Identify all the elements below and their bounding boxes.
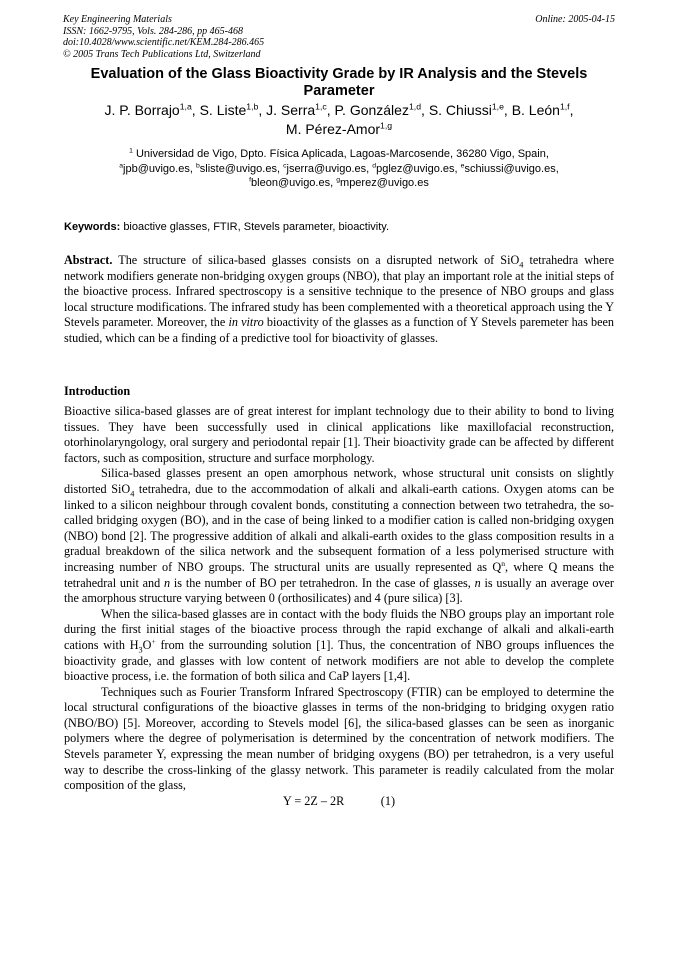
author-sup: 1,b [246,101,259,112]
intro-paragraph-2 [64,466,614,606]
affiliation-block: $^1$ Universidad de Vigo, Dpto. Física Aplicada, Lagoas-Marcosende, 36280 Vigo, Spain, $^a$jpb@uvigo.es, $^b$sliste@uvigo.es, $^c$jserra@uvigo.es, $^d$pglez@uvigo.es, $^e$schiussi@uvigo.es, $^f$bleon@uvigo.es, $^g$mperez@uvigo.es [119,147,559,189]
section-heading-introduction: Introduction [64,384,131,398]
abstract-italic: in vitro [228,315,264,330]
abstract-text: tetrahedra where network modifiers generate non-bridging oxygen groups (NBO), that play an important role at the initial steps of the bioactive process. Infrared spectroscopy is a sensitive technique to the presence of NBO groups and glass local structure modifications. The infrared study has been complemented with a theoretical approach using the Y Stevels parameter. Moreover, the [64,253,615,330]
author-name: S. Chiussi [428,102,492,118]
author-name: S. Liste [199,102,247,118]
author-sup: 1,d [408,101,422,112]
author-sup: 1,g [380,119,393,130]
email-sup: b [195,161,200,169]
email-link[interactable]: mperez@uvigo.es [340,177,429,189]
equation-text: Y = 2Z – 2R [282,793,345,808]
affiliation-text: Universidad de Vigo, Dpto. Física Aplicada, Lagoas-Marcosende, 36280 Vigo, Spain, [135,148,549,160]
author-sup: 1,a [179,101,192,112]
abstract-label: Abstract. [64,253,113,267]
online-date: Online: 2005-04-15 [535,14,615,25]
email-link[interactable]: schiussi@uvigo.es [464,162,556,175]
email-link[interactable]: sliste@uvigo.es [199,162,277,175]
abstract-text: bioactivity of the glasses as a function of Y Stevels paremeter has been studied, which can be a finding of a predictive tool for bioactivity of glasses. [64,315,615,345]
subscript: 4 [519,260,524,270]
author-sup: 1,e [491,101,504,112]
journal-name: Key Engineering Materials [63,14,172,25]
keywords-label: Keywords: [64,221,121,233]
italic-n: n [474,575,481,590]
email-link[interactable]: jpb@uvigo.es [123,162,190,175]
paper-title: Evaluation of the Glass Bioactivity Grade by IR Analysis and the Stevels Parameter [90,66,588,99]
paragraph-text: tetrahedra, due to the accommodation of alkali and alkali-earth cations. Oxygen atoms can be linked to a silicon neighbour through covalent bonds, constituting a connection between two tetrahedra, the so-called bridging oxygen (BO), and in the case of being linked to a modifier cation is called non-bridging oxygen (NBO) bond [2]. The progressive addition of alkali and alkali-earth oxides to the glass composition results in a gradual breakdown of the silica network and the subsequent formation of a less polymerised structure with increasing number of NBO groups. The structural units are usually represented as Q [64,481,614,574]
author-sup: 1,c [315,101,327,112]
author-list: J. P. Borrajo$^{1,a}$, S. Liste$^{1,b}$, J. Serra$^{1,c}$, P. González$^{1,d}$, S. Chiussi$^{1,e}$, B. León$^{1,f}$, M. Pérez-Amor$^{1,g}$ [104,101,574,137]
copyright-line: © 2005 Trans Tech Publications Ltd, Switzerland [63,48,261,60]
intro-paragraph-1: Bioactive silica-based glasses are of great interest for implant technology due to their ability to bond to living tissues. They have been successfully used in clinical applications like maxillofacial reconstruction, otorhinolaryngology, oral surgery and periodontal repair [1]. Their bioactivity grade can be affected by different factors, such as composition, structure and surface morphology. [64,404,614,465]
italic-n: n [164,575,171,590]
email-link[interactable]: bleon@uvigo.es [251,177,331,189]
paragraph-text: When the silica-based glasses are in contact with the body fluids the NBO groups play an important role during the first initial stages of the bioactive process through the rapid exchange of alkali and alkali-earth cations with H [64,606,614,652]
subscript: 4 [130,489,135,499]
author-name: B. León [511,102,560,118]
affiliation-sup: 1 [129,147,133,155]
author-name: J. Serra [266,102,316,118]
equation-1 [64,794,614,810]
author-name: P. González [334,102,409,118]
equation-number: (1) [380,793,396,808]
doi-line: doi:10.4028/www.scientific.net/KEM.284-286.465 [63,37,265,48]
author-name: M. Pérez-Amor [285,120,381,137]
keywords-line [64,221,614,233]
email-sup: c [283,161,287,169]
author-name: J. P. Borrajo [104,102,180,118]
abstract-text: The structure of silica-based glasses consists on a disrupted network of SiO [118,253,520,267]
intro-paragraph-3 [64,607,614,685]
introduction-body [64,404,614,809]
paragraph-text: is the number of BO per tetrahedron. In the case of glasses, [170,575,475,590]
email-sup: g [336,176,341,184]
email-sup: d [372,161,377,169]
journal-header [63,14,615,60]
paragraph-text: O [142,637,152,652]
superscript: n [501,558,505,568]
subscript: 3 [138,645,143,655]
abstract-paragraph [64,253,614,347]
intro-paragraph-4: Techniques such as Fourier Transform Infrared Spectroscopy (FTIR) can be employed to determine the local structural configurations of the bioactive glasses in terms of the non-bridging to bridging oxygen ratio (NBO/BO) [5]. Moreover, according to Stevels model [6], the silica-based glasses can be seen as inorganic polymers where the degree of polymerisation is determined by the concentration of network modifiers. The Stevels parameter Y, expressing the mean number of bridging oxygens (BO) per tetrahedron, is a very useful way to describe the cross-linking of the glassy network. This parameter is readily calculated from the molar composition of the glass, [64,684,614,793]
paragraph-text: Silica-based glasses present an open amorphous network, whose structural unit consists on slightly distorted SiO [64,466,614,496]
email-sup: f [249,176,252,184]
keywords-text: bioactive glasses, FTIR, Stevels parameter, bioactivity. [123,221,390,233]
email-sup: a [119,161,124,169]
author-sup: 1,f [559,101,570,112]
superscript: + [151,636,156,646]
email-link[interactable]: jserra@uvigo.es [286,162,367,175]
issn-line: ISSN: 1662-9795, Vols. 284-286, pp 465-468 [63,25,243,37]
email-sup: e [460,161,465,169]
email-link[interactable]: pglez@uvigo.es [376,162,455,175]
paragraph-text: , where Q means the tetrahedral unit and [64,559,615,590]
paragraph-text: from the surrounding solution [1]. Thus, the concentration of NBO groups influences the bioactivity grade, and glasses with low content of network modifiers are not able to develop the complete bioactive process, i.e. the formation of both silica and CaP layers [1,4]. [64,637,614,684]
paragraph-text: is usually an average over the amorphous structure varying between 0 (orthosilicates) and 4 (pure silica) [3]. [64,575,614,606]
